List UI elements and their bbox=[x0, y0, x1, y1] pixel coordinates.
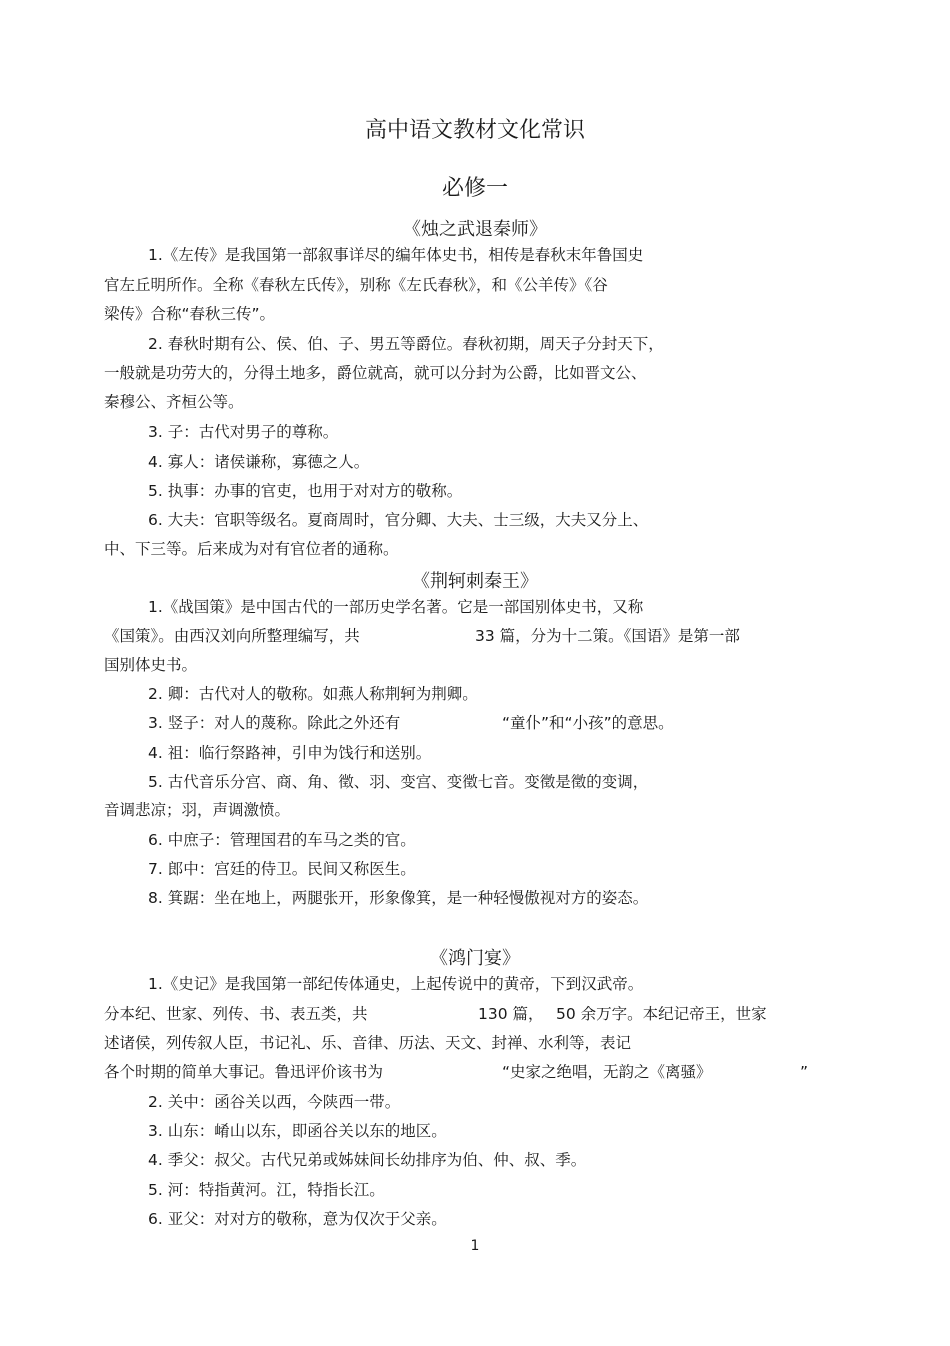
text-line: 一般就是功劳大的，分得土地多，爵位就高，就可以分封为公爵，比如晋文公、 bbox=[104, 364, 647, 382]
text-line: 3. 子：古代对男子的尊称。 bbox=[148, 423, 339, 441]
text-line: 6. 中庶子：管理国君的车马之类的官。 bbox=[148, 831, 416, 849]
text-line: 3. 山东：崤山以东，即函谷关以东的地区。 bbox=[148, 1122, 447, 1140]
text-line: 5. 古代音乐分宫、商、角、徵、羽、变宫、变徵七音。变徵是徵的变调， bbox=[148, 773, 649, 791]
text-line: 5. 执事：办事的官吏，也用于对对方的敬称。 bbox=[148, 482, 463, 500]
text-fragment: 分本纪、世家、列传、书、表五类，共 bbox=[104, 1005, 368, 1023]
text-line: 音调悲凉；羽，声调激愤。 bbox=[104, 801, 291, 819]
text-line: 2. 卿：古代对人的敬称。如燕人称荆轲为荆卿。 bbox=[148, 685, 478, 703]
document-title: 高中语文教材文化常识 bbox=[364, 118, 585, 143]
text-line: 官左丘明所作。全称《春秋左氏传》，别称《左氏春秋》，和《公羊传》《谷 bbox=[104, 276, 608, 294]
text-line: 2. 春秋时期有公、侯、伯、子、男五等爵位。春秋初期，周天子分封天下， bbox=[148, 335, 664, 353]
text-fragment: “童仆”和“小孩”的意思。 bbox=[502, 714, 674, 732]
text-line: 1.《战国策》是中国古代的一部历史学名著。它是一部国别体史书，又称 bbox=[148, 598, 644, 616]
text-line: 1.《左传》是我国第一部叙事详尽的编年体史书，相传是春秋末年鲁国史 bbox=[148, 246, 644, 264]
text-line: 1.《史记》是我国第一部纪传体通史，上起传说中的黄帝，下到汉武帝。 bbox=[148, 975, 644, 993]
text-line: 梁传》合称“春秋三传”。 bbox=[104, 305, 276, 323]
text-fragment: 《国策》。由西汉刘向所整理编写，共 bbox=[104, 627, 360, 645]
text-line: 4. 祖：临行祭路神，引申为饯行和送别。 bbox=[148, 744, 432, 762]
text-line: 8. 箕踞：坐在地上，两腿张开，形象像箕，是一种轻慢傲视对方的姿态。 bbox=[148, 889, 649, 907]
text-fragment: ” bbox=[800, 1063, 809, 1081]
section-heading-1: 《烛之武退秦师》 bbox=[403, 219, 547, 240]
text-fragment: “史家之绝唱，无韵之《离骚》 bbox=[502, 1063, 712, 1081]
text-line: 中、下三等。后来成为对有官位者的通称。 bbox=[104, 540, 399, 558]
text-line: 述诸侯，列传叙人臣，书记礼、乐、音律、历法、天文、封禅、水利等，表记 bbox=[104, 1034, 632, 1052]
text-fragment: 3. 竖子：对人的蔑称。除此之外还有 bbox=[148, 714, 401, 732]
text-line: 国别体史书。 bbox=[104, 656, 198, 674]
text-fragment: 50 余万字。本纪记帝王，世家 bbox=[556, 1005, 767, 1023]
text-fragment: 130 篇， bbox=[478, 1005, 544, 1023]
text-line: 2. 关中：函谷关以西，今陕西一带。 bbox=[148, 1093, 401, 1111]
text-fragment: 33 篇，分为十二策。《国语》是第一部 bbox=[475, 627, 740, 645]
text-line: 7. 郎中：宫廷的侍卫。民间又称医生。 bbox=[148, 860, 416, 878]
text-line: 4. 寡人：诸侯谦称，寡德之人。 bbox=[148, 453, 370, 471]
section-heading-3: 《鸿门宴》 bbox=[430, 948, 520, 969]
text-line: 秦穆公、齐桓公等。 bbox=[104, 393, 244, 411]
text-line: 5. 河：特指黄河。江，特指长江。 bbox=[148, 1181, 385, 1199]
page-number: 1 bbox=[470, 1238, 480, 1254]
text-line: 4. 季父：叔父。古代兄弟或姊妹间长幼排序为伯、仲、叔、季。 bbox=[148, 1151, 587, 1169]
text-line: 6. 大夫：官职等级名。夏商周时，官分卿、大夫、士三级，大夫又分上、 bbox=[148, 511, 649, 529]
text-fragment: 各个时期的简单大事记。鲁迅评价该书为 bbox=[104, 1063, 384, 1081]
document-subtitle: 必修一 bbox=[441, 176, 508, 201]
text-line: 6. 亚父：对对方的敬称，意为仅次于父亲。 bbox=[148, 1210, 447, 1228]
section-heading-2: 《荆轲刺秦王》 bbox=[412, 571, 538, 592]
